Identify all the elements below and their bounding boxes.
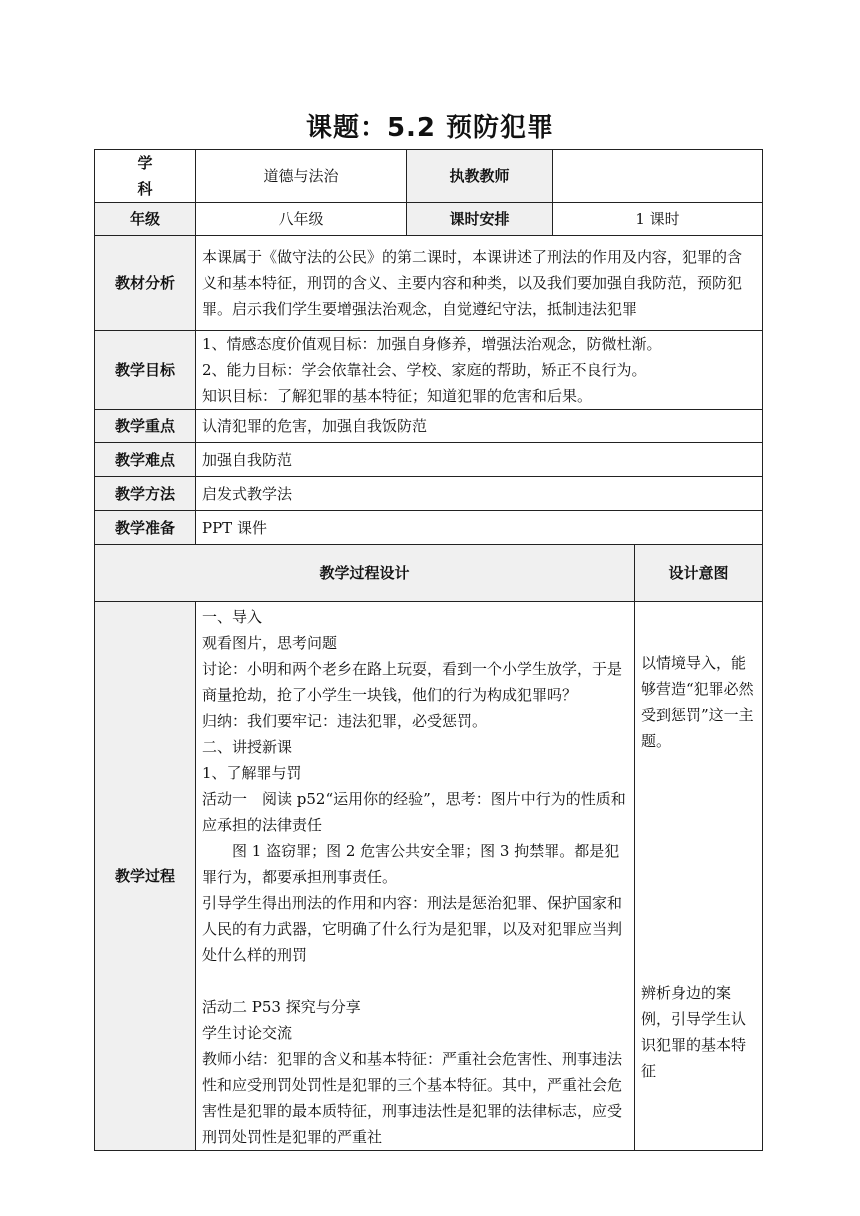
row-analysis: [95, 236, 763, 331]
process-line: 1、了解罪与罚: [202, 764, 302, 782]
goal-line-3: 知识目标：了解犯罪的基本特征；知道犯罪的危害和后果。: [202, 387, 593, 405]
preparation-text: PPT 课件: [196, 511, 763, 545]
schedule-label: 课时安排: [407, 203, 553, 236]
row-method: [95, 477, 763, 511]
row-preparation: [95, 511, 763, 545]
difficulty-text: 加强自我防范: [196, 443, 763, 477]
lesson-plan-table: [94, 149, 763, 1151]
process-line: 观看图片，思考问题: [202, 634, 338, 652]
goals-text: [196, 331, 763, 410]
key-points-label: 教学重点: [95, 410, 196, 443]
goal-line-1: 1、情感态度价值观目标：加强自身修养，增强法治观念，防微杜渐。: [202, 335, 662, 353]
process-line-intro: 一、导入: [202, 608, 263, 626]
difficulty-label: 教学难点: [95, 443, 196, 477]
grade-label: 年级: [95, 203, 196, 236]
process-line: 讨论：小明和两个老乡在路上玩耍，看到一个小学生放学，于是商量抢劫，抢了小学生一块钱，他们的行为构成犯罪吗？: [202, 660, 623, 704]
process-line: 归纳：我们要牢记：违法犯罪，必受惩罚。: [202, 712, 488, 730]
process-line-activity-2: 活动二 P53 探究与分享: [202, 998, 361, 1016]
process-line: 图 1 盗窃罪；图 2 危害公共安全罪；图 3 拘禁罪。都是犯罪行为，都要承担刑事责任。: [202, 842, 620, 886]
intent-header: 设计意图: [635, 545, 763, 602]
goal-line-2: 2、能力目标：学会依靠社会、学校、家庭的帮助，矫正不良行为。: [202, 361, 647, 379]
intent-wrap: [635, 602, 762, 1122]
process-line-new-lesson: 二、讲授新课: [202, 738, 293, 756]
intent-note-1: 以情境导入，能够营造“犯罪必然受到惩罚”这一主题。: [641, 654, 754, 750]
preparation-label: 教学准备: [95, 511, 196, 545]
schedule-value: 1 课时: [553, 203, 763, 236]
process-line: 学生讨论交流: [202, 1024, 293, 1042]
process-line-activity-1: 活动一 阅读 p52“运用你的经验”，思考：图片中行为的性质和应承担的法律责任: [202, 790, 626, 834]
analysis-text: 本课属于《做守法的公民》的第二课时，本课讲述了刑法的作用及内容，犯罪的含义和基本特征，刑罚的含义、主要内容和种类，以及我们要加强自我防范，预防犯罪。启示我们学生要增强法治观念，自觉遵纪守法，抵制违法犯罪: [196, 236, 763, 331]
goals-label: 教学目标: [95, 331, 196, 410]
row-subject: [95, 150, 763, 203]
intent-content: [635, 602, 763, 1151]
teacher-value: [553, 150, 763, 203]
subject-label: 学 科: [95, 150, 196, 203]
process-blank-line: [202, 968, 628, 994]
row-difficulty: [95, 443, 763, 477]
method-label: 教学方法: [95, 477, 196, 511]
row-grade: [95, 203, 763, 236]
row-process: [95, 602, 763, 1151]
method-text: 启发式教学法: [196, 477, 763, 511]
process-line: 引导学生得出刑法的作用和内容：刑法是惩治犯罪、保护国家和人民的有力武器，它明确了什么行为是犯罪，以及对犯罪应当判处什么样的刑罚: [202, 894, 623, 964]
design-header: 教学过程设计: [95, 545, 635, 602]
process-label: 教学过程: [95, 602, 196, 1151]
row-key-points: [95, 410, 763, 443]
grade-value: 八年级: [196, 203, 407, 236]
row-goals: [95, 331, 763, 410]
process-content: [196, 602, 635, 1151]
intent-note-2: 辨析身边的案例，引导学生认识犯罪的基本特征: [641, 984, 747, 1080]
row-process-header: [95, 545, 763, 602]
analysis-label: 教材分析: [95, 236, 196, 331]
lesson-title: 课题：5.2 预防犯罪: [305, 113, 555, 143]
teacher-label: 执教教师: [407, 150, 553, 203]
process-line: 教师小结：犯罪的含义和基本特征：严重社会危害性、刑事违法性和应受刑罚处罚性是犯罪的三个基本特征。其中，严重社会危害性是犯罪的最本质特征，刑事违法性是犯罪的法律标志，应受刑罚处罚性是犯罪的严重社: [202, 1050, 623, 1146]
subject-value: 道德与法治: [196, 150, 407, 203]
key-points-text: 认清犯罪的危害，加强自我饭防范: [196, 410, 763, 443]
